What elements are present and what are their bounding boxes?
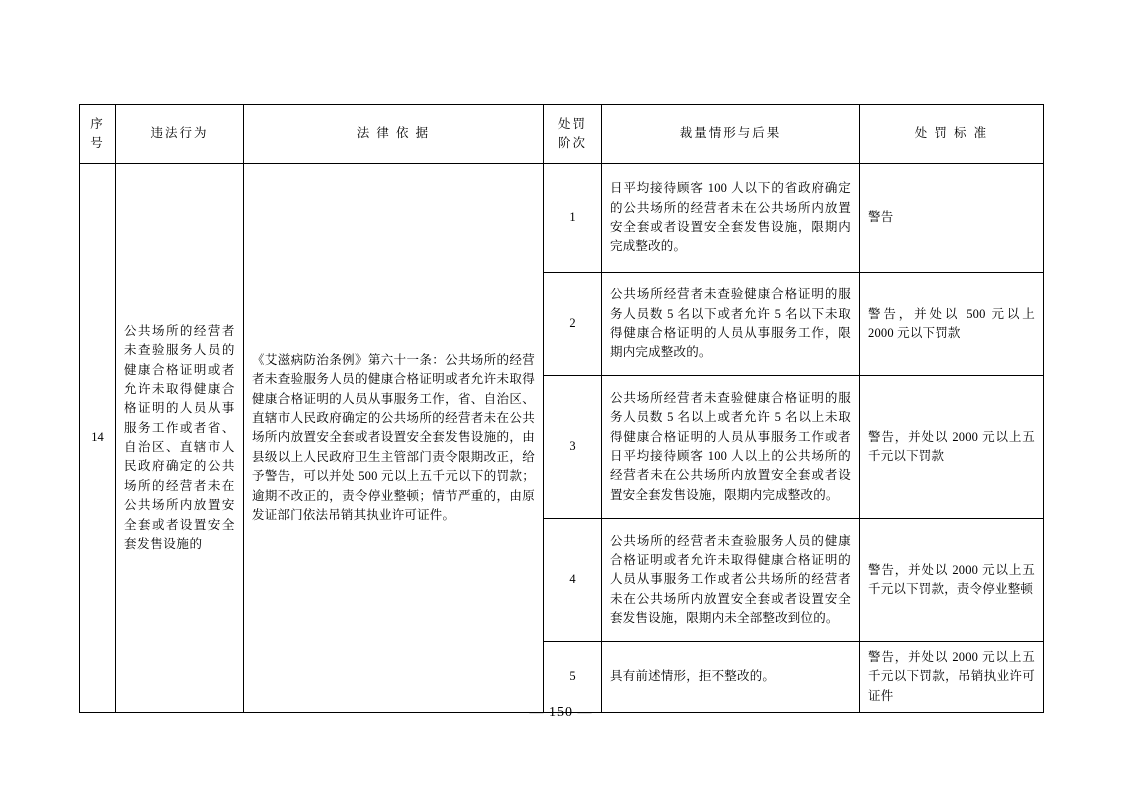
header-penalty-standard: 处 罚 标 准	[860, 105, 1044, 164]
cell-illegal-act: 公共场所的经营者未查验服务人员的健康合格证明或者允许未取得健康合格证明的人员从事服务工作或者省、自治区、直辖市人民政府确定的公共场所的经营者未在公共场所内放置安全套或者设置安全套发售设施的	[116, 164, 244, 713]
header-illegal-act: 违法行为	[116, 105, 244, 164]
cell-case-result: 公共场所经营者未查验健康合格证明的服务人员数 5 名以下或者允许 5 名以下未取得健康合格证明的人员从事服务工作，限期内完成整改的。	[602, 273, 860, 376]
cell-penalty-stage: 5	[544, 642, 602, 713]
cell-penalty-stage: 4	[544, 519, 602, 642]
cell-penalty-standard: 警告，并处以 500 元以上 2000 元以下罚款	[860, 273, 1044, 376]
cell-penalty-standard: 警告，并处以 2000 元以上五千元以下罚款	[860, 376, 1044, 519]
discretion-table-container	[79, 104, 1043, 713]
header-penalty-stage-line1: 处罚	[557, 116, 587, 131]
cell-case-result: 具有前述情形，拒不整改的。	[602, 642, 860, 713]
header-case-result: 裁量情形与后果	[602, 105, 860, 164]
cell-penalty-standard: 警告，并处以 2000 元以上五千元以下罚款，责令停业整顿	[860, 519, 1044, 642]
header-penalty-stage	[544, 105, 602, 164]
cell-case-result: 公共场所经营者未查验健康合格证明的服务人员数 5 名以上或者允许 5 名以上未取得健康合格证明的人员从事服务工作或者日平均接待顾客 100 人以上的公共场所的经营者未在公共场所内放置安全套或者设置安全套发售设施，限期内完成整改的。	[602, 376, 860, 519]
cell-penalty-stage: 2	[544, 273, 602, 376]
discretion-table	[79, 104, 1044, 713]
header-serial-number: 序 号	[80, 105, 116, 164]
table-body	[80, 164, 1044, 713]
cell-penalty-standard: 警告，并处以 2000 元以上五千元以下罚款，吊销执业许可证件	[860, 642, 1044, 713]
cell-penalty-standard: 警告	[860, 164, 1044, 273]
table-header	[80, 105, 1044, 164]
cell-serial-number: 14	[80, 164, 116, 713]
cell-penalty-stage: 3	[544, 376, 602, 519]
cell-penalty-stage: 1	[544, 164, 602, 273]
cell-case-result: 公共场所的经营者未查验服务人员的健康合格证明或者允许未取得健康合格证明的人员从事服务工作或者公共场所的经营者未在公共场所内放置安全套或者设置安全套发售设施，限期内未全部整改到位的。	[602, 519, 860, 642]
table-row	[80, 164, 1044, 273]
cell-legal-basis: 《艾滋病防治条例》第六十一条：公共场所的经营者未查验服务人员的健康合格证明或者允许未取得健康合格证明的人员从事服务工作，省、自治区、直辖市人民政府确定的公共场所的经营者未在公共场所内放置安全套或者设置安全套发售设施的，由县级以上人民政府卫生主管部门责令限期改正，给予警告，可以并处 500 元以上五千元以下的罚款；逾期不改正的，责令停业整顿；情节严重的，由原发证部门依法吊销其执业许可证件。	[244, 164, 544, 713]
cell-case-result: 日平均接待顾客 100 人以下的省政府确定的公共场所的经营者未在公共场所内放置安全套或者设置安全套发售设施，限期内完成整改的。	[602, 164, 860, 273]
header-penalty-stage-line2: 阶次	[557, 136, 587, 150]
header-legal-basis: 法 律 依 据	[244, 105, 544, 164]
table-header-row	[80, 105, 1044, 164]
page-number: — 150 —	[529, 705, 593, 720]
